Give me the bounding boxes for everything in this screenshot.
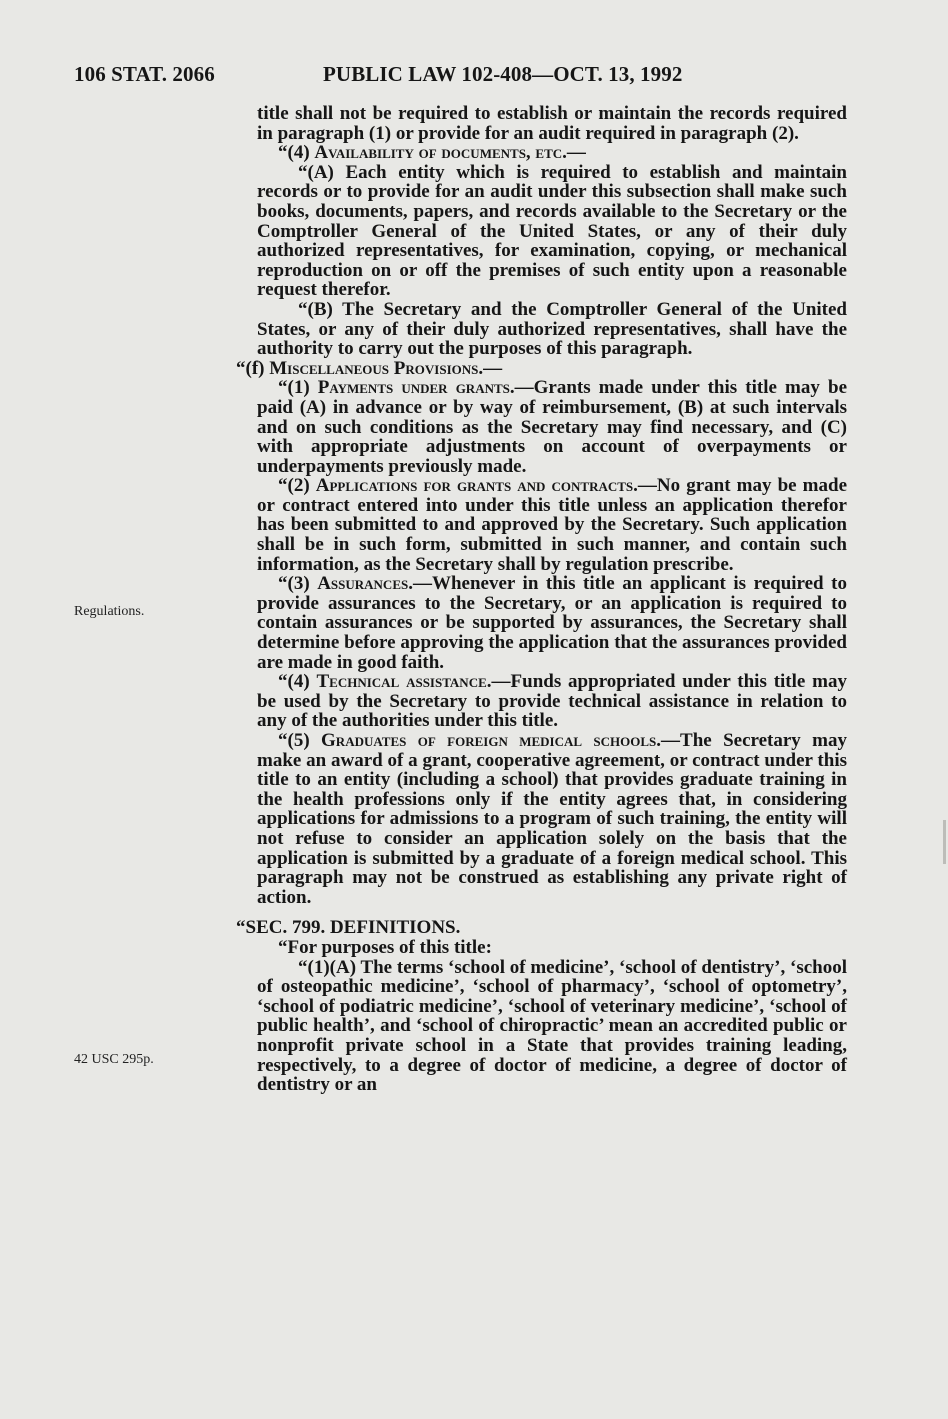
margin-note-usc: 42 USC 295p. bbox=[74, 1052, 154, 1067]
paragraph-heading: Technical assistance. bbox=[316, 671, 492, 693]
paragraph-dash: — bbox=[483, 357, 503, 379]
paragraph-number: “(1) bbox=[278, 377, 318, 399]
paragraph-f1-payments bbox=[257, 378, 847, 476]
paragraph-availability-heading bbox=[257, 143, 847, 163]
paragraph-number: “(f) bbox=[236, 357, 270, 379]
paragraph-4a: “(A) Each entity which is required to establish and maintain records or to provide for an audit under this subsection shall make such books, documents, papers, and records available to the Secretary or the Comptroller General of the United States, or any of their duly authorized representatives, for examination, copying, or mechanical reproduction on or off the premises of such entity upon a reasonable request therefor. bbox=[257, 161, 847, 301]
section-799-heading: “SEC. 799. DEFINITIONS. bbox=[236, 917, 461, 939]
paragraph-body: —The Secretary may make an award of a grant, cooperative agreement, or contract under this title to an entity (including a school) that provides graduate training in the health professions only if the entity agrees that, in considering applications for admissions to a program of such training, the entity will not refuse to consider an application solely on the basis that the application is submitted by a graduate of a foreign medical school. This paragraph may not be construed as establishing any private right of action. bbox=[257, 730, 847, 908]
paragraph-number: “(3) bbox=[278, 573, 318, 595]
subsection-f-heading bbox=[236, 359, 847, 379]
public-law-title: PUBLIC LAW 102-408—OCT. 13, 1992 bbox=[323, 62, 683, 86]
paragraph-records-audit: title shall not be required to establish or maintain the records required in paragraph (1) or provide for an audit required in paragraph (2). bbox=[257, 103, 847, 144]
scan-edge-mark bbox=[943, 820, 946, 864]
stat-citation: 106 STAT. 2066 bbox=[74, 62, 215, 86]
paragraph-heading: Payments under grants. bbox=[317, 377, 515, 399]
paragraph-body: —Funds appropriated under this title may be used by the Secretary to provide technical assistance in relation to any of the authorities under this title. bbox=[257, 671, 848, 732]
page-header bbox=[74, 62, 874, 90]
paragraph-f2-applications bbox=[257, 476, 847, 574]
paragraph-body: —No grant may be made or contract entered into under this title unless an application therefor has been submitted to and approved by the Secretary. Such application shall be in such form, submitted in such manner, and contain such information, as the Secretary shall by regulation prescribe. bbox=[257, 475, 848, 575]
paragraph-f3-assurances bbox=[257, 574, 847, 672]
paragraph-heading: Availability of documents, etc. bbox=[314, 142, 567, 164]
paragraph-f4-technical-assistance bbox=[257, 672, 847, 731]
body-text bbox=[236, 103, 848, 1096]
paragraph-dash: — bbox=[566, 142, 586, 164]
paragraph-number: “(4) bbox=[278, 142, 315, 164]
paragraph-for-purposes: “For purposes of this title: bbox=[278, 936, 492, 958]
margin-note-regulations: Regulations. bbox=[74, 604, 145, 619]
paragraph-number: “(4) bbox=[278, 671, 317, 693]
paragraph-definitions-1a: “(1)(A) The terms ‘school of medicine’, ‘school of dentistry’, ‘school of osteopathic medicine’, ‘school of pharmacy’, ‘school of optometry’, ‘school of podiatric medicine’, ‘school of veterinary medicine’, ‘school of public health’, and ‘school of chiropractic’ mean an accredited public or nonprofit private school in a State that provides training leading, respectively, to a degree of doctor of medicine, a degree of doctor of dentistry or an bbox=[257, 956, 847, 1096]
paragraph-heading: Miscellaneous Provisions. bbox=[269, 357, 484, 379]
paragraph-number: “(5) bbox=[278, 730, 322, 751]
paragraph-heading: Assurances. bbox=[317, 573, 413, 595]
paragraph-body: —Grants made under this title may be paid (A) in advance or by way of reimbursement, (B) at such intervals and on such conditions as the Secretary may find necessary, and (C) with appropriate adjustments on account of overpayments or underpayments previously made. bbox=[257, 377, 848, 477]
paragraph-f5-foreign-graduates bbox=[257, 731, 847, 907]
paragraph-number: “(2) bbox=[278, 475, 316, 497]
paragraph-heading: Applications for grants and contracts. bbox=[315, 475, 638, 497]
paragraph-heading: Graduates of foreign medical schools. bbox=[321, 730, 662, 751]
paragraph-body: —Whenever in this title an applicant is required to provide assurances to the Secretary, or an application is required to contain assurances or be supported by assurances, the Secretary shall determine before approving the application that the assurances provided are made in good faith. bbox=[257, 573, 847, 673]
paragraph-4b: “(B) The Secretary and the Comptroller General of the United States, or any of their duly authorized representatives, shall have the authority to carry out the purposes of this paragraph. bbox=[257, 298, 847, 360]
